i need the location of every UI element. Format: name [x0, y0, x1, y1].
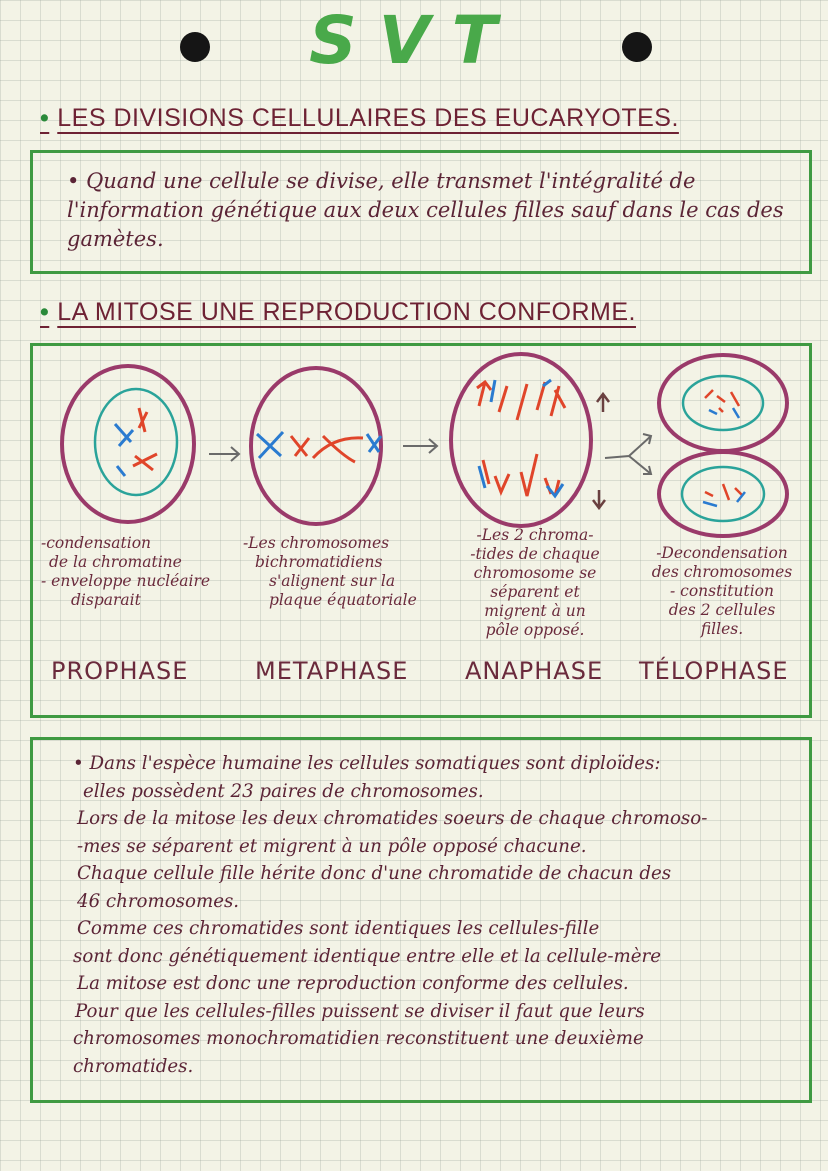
note-line: -Les 2 chroma-	[476, 526, 594, 544]
note-line: -tides de chaque	[470, 545, 600, 563]
heading-text: LES DIVISIONS CELLULAIRES DES EUCARYOTES.	[57, 104, 679, 132]
daughter-cell-membrane	[659, 452, 787, 536]
chromosome-blue	[115, 424, 133, 446]
chromosomes-bottom-blue	[479, 466, 563, 496]
anaphase-notes	[451, 526, 619, 640]
intro-sentence: Quand une cellule se divise, elle transmet l'intégralité de l'information génétique aux deux cellules filles sauf dans le cas des gamètes.	[67, 169, 784, 251]
summary-line: La mitose est donc une reproduction conforme des cellules.	[77, 973, 629, 994]
note-line: des 2 cellules	[668, 601, 776, 619]
note-line: des chromosomes	[651, 563, 793, 581]
fork-arrow-icon	[605, 434, 651, 474]
bullet: •	[67, 169, 87, 193]
arrow-up-icon	[597, 394, 609, 412]
arrow-icon	[403, 439, 437, 453]
note-line: chromosome se	[473, 564, 597, 582]
nucleus	[95, 389, 177, 495]
chromosome-red	[291, 436, 309, 456]
daughter-nucleus	[683, 376, 763, 430]
mitosis-diagram	[33, 346, 809, 546]
telophase-cells	[659, 355, 787, 536]
page-title: SVT	[309, 2, 519, 79]
summary-line	[73, 750, 823, 778]
note-line: s'alignent sur la	[269, 572, 396, 590]
prophase-cell	[62, 366, 194, 522]
note-line: - enveloppe nucléaire	[41, 572, 211, 590]
note-line: - constitution	[669, 582, 774, 600]
telophase-notes	[637, 544, 807, 639]
note-line: plaque équatoriale	[269, 591, 417, 609]
summary-line: Chaque cellule fille hérite donc d'une chromatide de chacun des	[77, 863, 672, 884]
note-line: filles.	[700, 620, 744, 638]
arrow-down-icon	[593, 490, 605, 508]
phase-label-prophase: PROPHASE	[51, 657, 189, 685]
note-line: -Les chromosomes	[243, 534, 390, 552]
anaphase-cell	[451, 354, 609, 526]
summary-line: 46 chromosomes.	[77, 890, 240, 912]
chromosomes-blue	[709, 408, 739, 418]
chromosome-blue	[367, 434, 381, 452]
summary-box	[30, 737, 812, 1103]
note-line: -Decondensation	[656, 544, 788, 562]
cell-membrane	[451, 354, 591, 526]
chromosomes-bottom	[483, 454, 559, 496]
section-heading-divisions	[40, 104, 679, 133]
section-heading-mitose	[40, 298, 636, 327]
summary-line: elles possèdent 23 paires de chromosomes.	[83, 780, 484, 802]
note-line: bichromatidiens	[255, 553, 383, 571]
heading-text: LA MITOSE UNE REPRODUCTION CONFORME.	[57, 298, 636, 326]
note-line: -condensation	[41, 534, 152, 552]
metaphase-notes	[243, 534, 417, 610]
note-line: séparent et	[490, 583, 580, 601]
summary-line: Lors de la mitose les deux chromatides soeurs de chaque chromoso-	[77, 808, 708, 829]
summary-line: sont donc génétiquement identique entre elle et la cellule-mère	[73, 945, 662, 967]
phase-label-anaphase: ANAPHASE	[465, 657, 604, 685]
bullet: •	[73, 753, 90, 774]
summary-line: chromosomes monochromatidien reconstituent une deuxième	[73, 1028, 644, 1049]
chromosome-red	[313, 436, 363, 462]
chromosome-red	[133, 454, 157, 470]
metaphase-cell	[251, 368, 381, 524]
bullet: •	[40, 104, 50, 132]
summary-line: Comme ces chromatides sont identiques les cellules-fille	[77, 918, 600, 939]
note-line: de la chromatine	[49, 553, 182, 571]
daughter-cell-membrane	[659, 355, 787, 451]
phase-label-telophase: TÉLOPHASE	[639, 657, 789, 685]
chromosome-blue	[117, 466, 125, 476]
chromosome-red	[139, 408, 147, 432]
chromosome-blue	[257, 432, 283, 458]
note-line: disparait	[71, 591, 141, 609]
intro-text	[67, 167, 815, 254]
mitosis-diagram-box	[30, 343, 812, 718]
summary-line: chromatides.	[73, 1055, 194, 1077]
daughter-nucleus	[682, 467, 764, 521]
chromosomes	[705, 484, 743, 500]
prophase-notes	[41, 534, 210, 610]
summary-line: Pour que les cellules-filles puissent se diviser il faut que leurs	[75, 1000, 645, 1022]
arrow-icon	[209, 447, 239, 461]
summary-line-text: Dans l'espèce humaine les cellules somatiques sont diploïdes:	[89, 753, 661, 774]
bullet: •	[40, 298, 50, 326]
note-line: migrent à un	[484, 602, 586, 620]
summary-line: -mes se séparent et migrent à un pôle opposé chacune.	[77, 835, 587, 857]
phase-label-metaphase: METAPHASE	[255, 657, 409, 685]
note-line: pôle opposé.	[485, 621, 585, 639]
summary-text	[73, 750, 823, 1080]
intro-box	[30, 150, 812, 274]
